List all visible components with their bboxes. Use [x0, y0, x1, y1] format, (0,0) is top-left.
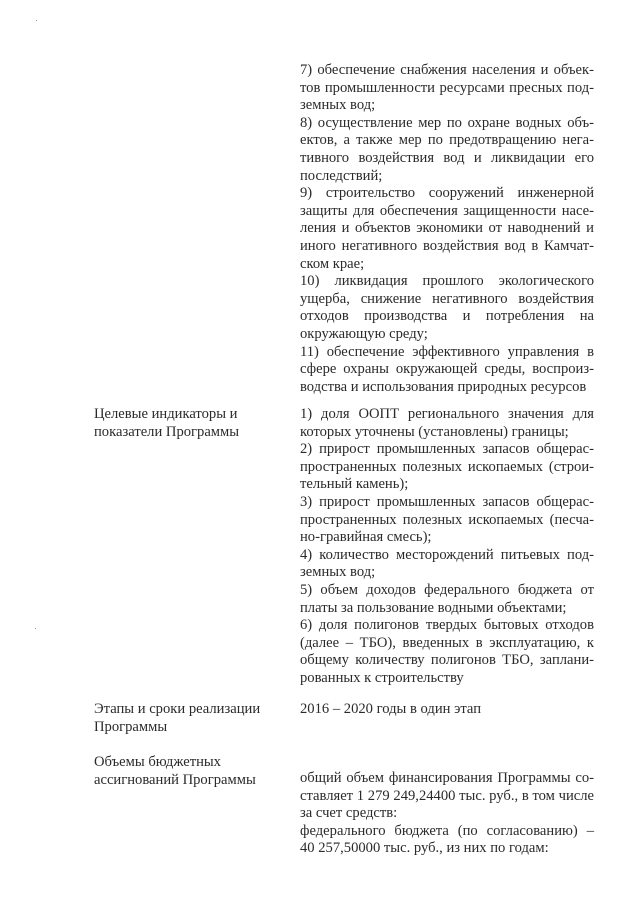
- text-line: 2) прирост промышленных запасов общерас-: [300, 441, 594, 458]
- text-line: отходов производства и потребления на: [300, 308, 594, 325]
- text-line: ставляет 1 279 249,24400 тыс. руб., в том числе: [300, 787, 594, 804]
- text-line: но-гравийная смесь);: [300, 529, 432, 546]
- text-line: рованных к строительству: [300, 669, 464, 686]
- text-line: 8) осуществление мер по охране водных объ-: [300, 114, 594, 131]
- text-line: 9) строительство сооружений инженерной: [300, 185, 594, 202]
- text-line: пространенных полезных ископаемых (строи-: [300, 458, 594, 475]
- text-line: ском крае;: [300, 255, 365, 272]
- text-line: пространенных полезных ископаемых (песча-: [300, 511, 594, 528]
- text-line: ущерба, снижение негативного воздействия: [300, 290, 594, 307]
- text-line: 4) количество месторождений питьевых под-: [300, 546, 594, 563]
- label-line: Программы: [94, 718, 168, 735]
- indicators-content: [300, 406, 594, 688]
- label-line: Целевые индикаторы и: [94, 406, 238, 422]
- text-line: (далее – ТБО), введенных в эксплуатацию, к: [300, 634, 594, 651]
- text-line: 5) объем доходов федерального бюджета от: [300, 581, 594, 598]
- text-line: тов промышленности ресурсами пресных под-: [300, 79, 594, 96]
- stages-label: [94, 701, 284, 736]
- goals-continued-content: [300, 62, 594, 396]
- scan-speck: [36, 20, 37, 21]
- text-line: 7) обеспечение снабжения населения и объек-: [300, 62, 594, 78]
- text-line: платы за пользование водными объектами;: [300, 599, 567, 616]
- text-line: сфере охраны окружающей среды, воспроиз-: [300, 361, 594, 378]
- text-line: последствий;: [300, 167, 383, 184]
- text-line: иного негативного воздействия вод в Камчат-: [300, 237, 594, 254]
- text-line: земных вод;: [300, 564, 376, 581]
- text-line: 10) ликвидация прошлого экологического: [300, 273, 594, 290]
- text-line: которых уточнены (установлены) границы;: [300, 423, 569, 440]
- budget-content: [300, 770, 594, 858]
- text-line: защиты для обеспечения защищенности насе-: [300, 202, 594, 219]
- text-line: 3) прирост промышленных запасов общерас-: [300, 493, 594, 510]
- budget-label: [94, 754, 284, 789]
- text-line: 11) обеспечение эффективного управления в: [300, 343, 594, 360]
- text-line: тивного воздействия вод и ликвидации его: [300, 149, 594, 166]
- text-line: окружающую среду;: [300, 325, 428, 342]
- text-line: 2016 – 2020 годы в один этап: [300, 701, 482, 717]
- text-line: за счет средств:: [300, 805, 398, 822]
- text-line: 1) доля ООПТ регионального значения для: [300, 406, 594, 422]
- label-line: Объемы бюджетных: [94, 754, 221, 770]
- text-line: тельный камень);: [300, 476, 409, 493]
- text-line: федерального бюджета (по согласованию) –: [300, 822, 594, 839]
- text-line: ектов, а также мер по предотвращению нега-: [300, 132, 594, 149]
- stages-content: [300, 701, 594, 719]
- label-line: Этапы и сроки реализации: [94, 701, 261, 717]
- text-line: водства и использования природных ресурсов: [300, 378, 587, 395]
- text-line: общий объем финансирования Программы со-: [300, 770, 594, 786]
- label-line: показатели Программы: [94, 423, 240, 440]
- label-line: ассигнований Программы: [94, 771, 256, 788]
- text-line: земных вод;: [300, 97, 376, 114]
- text-line: общему количеству полигонов ТБО, заплани-: [300, 652, 594, 669]
- scan-speck: [35, 628, 36, 629]
- text-line: 40 257,50000 тыс. руб., из них по годам:: [300, 840, 549, 857]
- text-line: ления и объектов экономики от наводнений и: [300, 220, 594, 237]
- text-line: 6) доля полигонов твердых бытовых отходов: [300, 617, 594, 634]
- indicators-label: [94, 406, 284, 441]
